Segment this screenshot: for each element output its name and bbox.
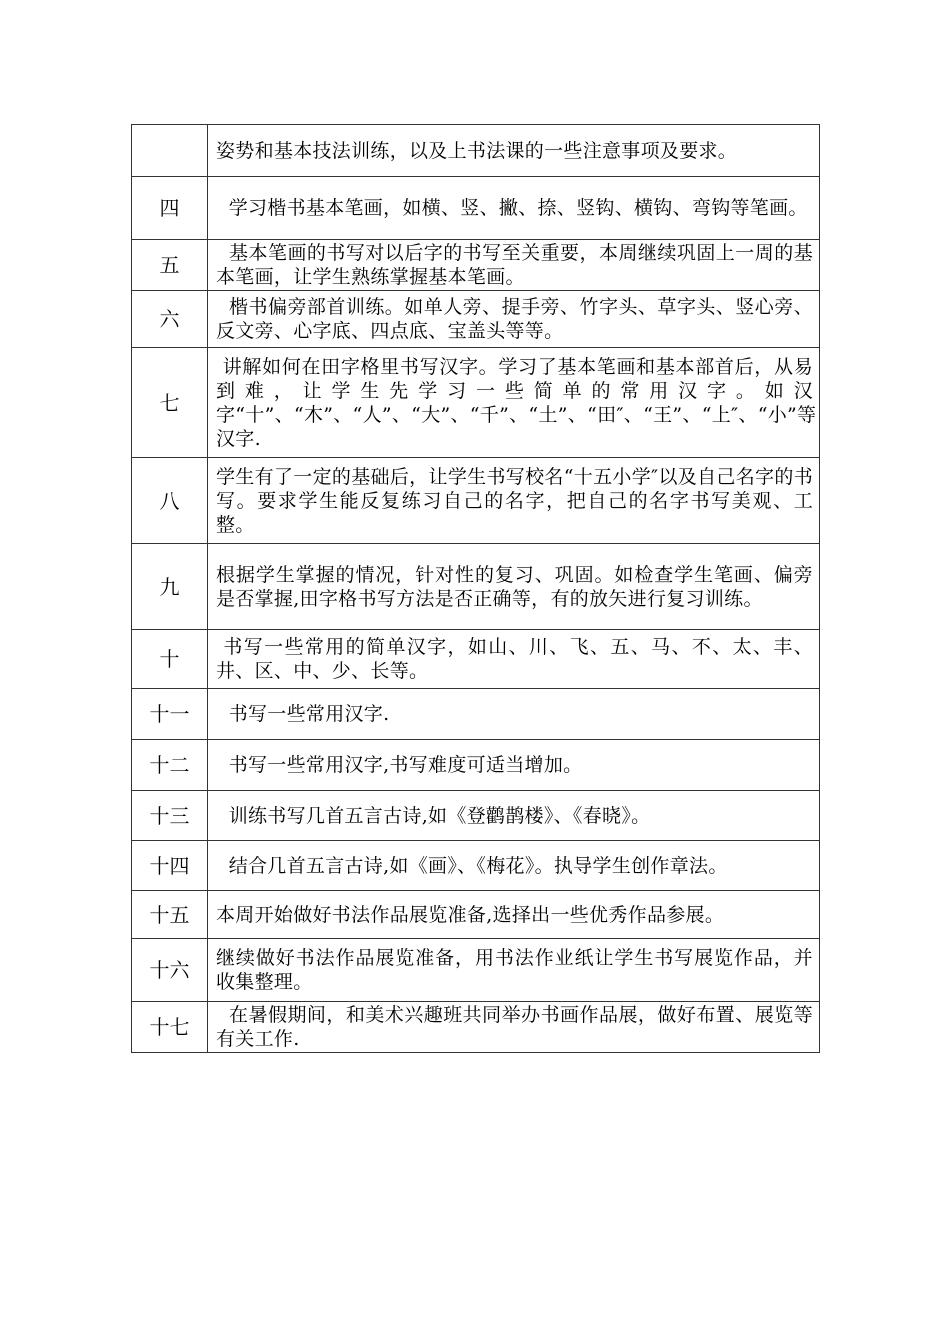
content-text: 学习楷书基本笔画，如横、竖、撇、捺、竖钩、横钩、弯钩等笔画。 (216, 197, 808, 219)
content-text: 根据学生掌握的情况，针对性的复习、巩固。如检查学生笔画、偏旁是否掌握,田字格书写方法是否正确等，有的放矢进行复习训练。 (216, 563, 813, 610)
week-cell: 十七 (132, 1002, 208, 1053)
content-text: 基本笔画的书写对以后字的书写至关重要，本周继续巩固上一周的基本笔画，让学生熟练掌握基本笔画。 (216, 242, 813, 288)
content-cell (208, 791, 820, 841)
week-cell: 十三 (132, 791, 208, 841)
table-row (132, 740, 820, 791)
content-text: 继续做好书法作品展览准备，用书法作业纸让学生书写展览作品，并收集整理。 (216, 947, 813, 993)
content-text: 结合几首五言古诗,如《画》、《梅花》。执导学生创作章法。 (216, 854, 728, 877)
table-row (132, 791, 820, 841)
week-cell: 八 (132, 458, 208, 544)
table-row (132, 458, 820, 544)
content-text: 讲解如何在田字格里书写汉字。学习了基本笔画和基本部首后，从易到难，让学生先学习一些简单的常用汉字。如汉字“十”、“木”、“人”、“大”、“千”、“土”、“田″、“王”、“上″、“小”等汉字. (216, 355, 817, 450)
table-row (132, 240, 820, 291)
week-cell: 十五 (132, 891, 208, 939)
content-cell (208, 841, 820, 891)
week-cell: 六 (132, 291, 208, 348)
table-row (132, 348, 820, 458)
content-text: 书写一些常用汉字. (216, 703, 390, 725)
content-cell (208, 177, 820, 240)
plan-table-body (132, 125, 820, 1053)
table-row (132, 125, 820, 177)
week-cell: 五 (132, 240, 208, 291)
content-text: 本周开始做好书法作品展览准备,选择出一些优秀作品参展。 (216, 903, 725, 926)
content-text: 训练书写几首五言古诗,如《登鹳鹊楼》、《春晓》。 (216, 804, 651, 827)
content-cell (208, 240, 820, 291)
table-row (132, 689, 820, 740)
content-cell (208, 939, 820, 1002)
content-text: 在暑假期间，和美术兴趣班共同举办书画作品展，做好布置、展览等有关工作. (216, 1004, 813, 1050)
teaching-plan-table (131, 124, 820, 1053)
week-cell: 十二 (132, 740, 208, 791)
table-row (132, 1002, 820, 1053)
week-cell: 十四 (132, 841, 208, 891)
content-cell (208, 891, 820, 939)
content-cell (208, 740, 820, 791)
week-cell (132, 125, 208, 177)
week-cell: 十 (132, 630, 208, 689)
content-cell (208, 689, 820, 740)
content-cell (208, 458, 820, 544)
content-cell (208, 544, 820, 630)
week-cell: 十六 (132, 939, 208, 1002)
table-row (132, 891, 820, 939)
table-row (132, 544, 820, 630)
content-text: 学生有了一定的基础后，让学生书写校名“十五小学″以及自己名字的书写。要求学生能反复练习自己的名字，把自己的名字书写美观、工整。 (216, 465, 813, 536)
table-row (132, 939, 820, 1002)
content-cell (208, 291, 820, 348)
content-cell (208, 125, 820, 177)
table-row (132, 291, 820, 348)
content-text: 书写一些常用的简单汉字，如山、川、飞、五、马、不、太、丰、井、区、中、少、长等。 (216, 636, 814, 682)
content-cell (208, 1002, 820, 1053)
content-text: 姿势和基本技法训练，以及上书法课的一些注意事项及要求。 (216, 139, 738, 162)
week-cell: 九 (132, 544, 208, 630)
week-cell: 十一 (132, 689, 208, 740)
table-row (132, 177, 820, 240)
week-cell: 七 (132, 348, 208, 458)
week-cell: 四 (132, 177, 208, 240)
content-cell (208, 630, 820, 689)
table-row (132, 630, 820, 689)
content-text: 楷书偏旁部首训练。如单人旁、提手旁、竹字头、草字头、竖心旁、反文旁、心字底、四点底、宝盖头等等。 (216, 296, 813, 342)
table-row (132, 841, 820, 891)
content-cell (208, 348, 820, 458)
content-text: 书写一些常用汉字,书写难度可适当增加。 (216, 754, 583, 776)
